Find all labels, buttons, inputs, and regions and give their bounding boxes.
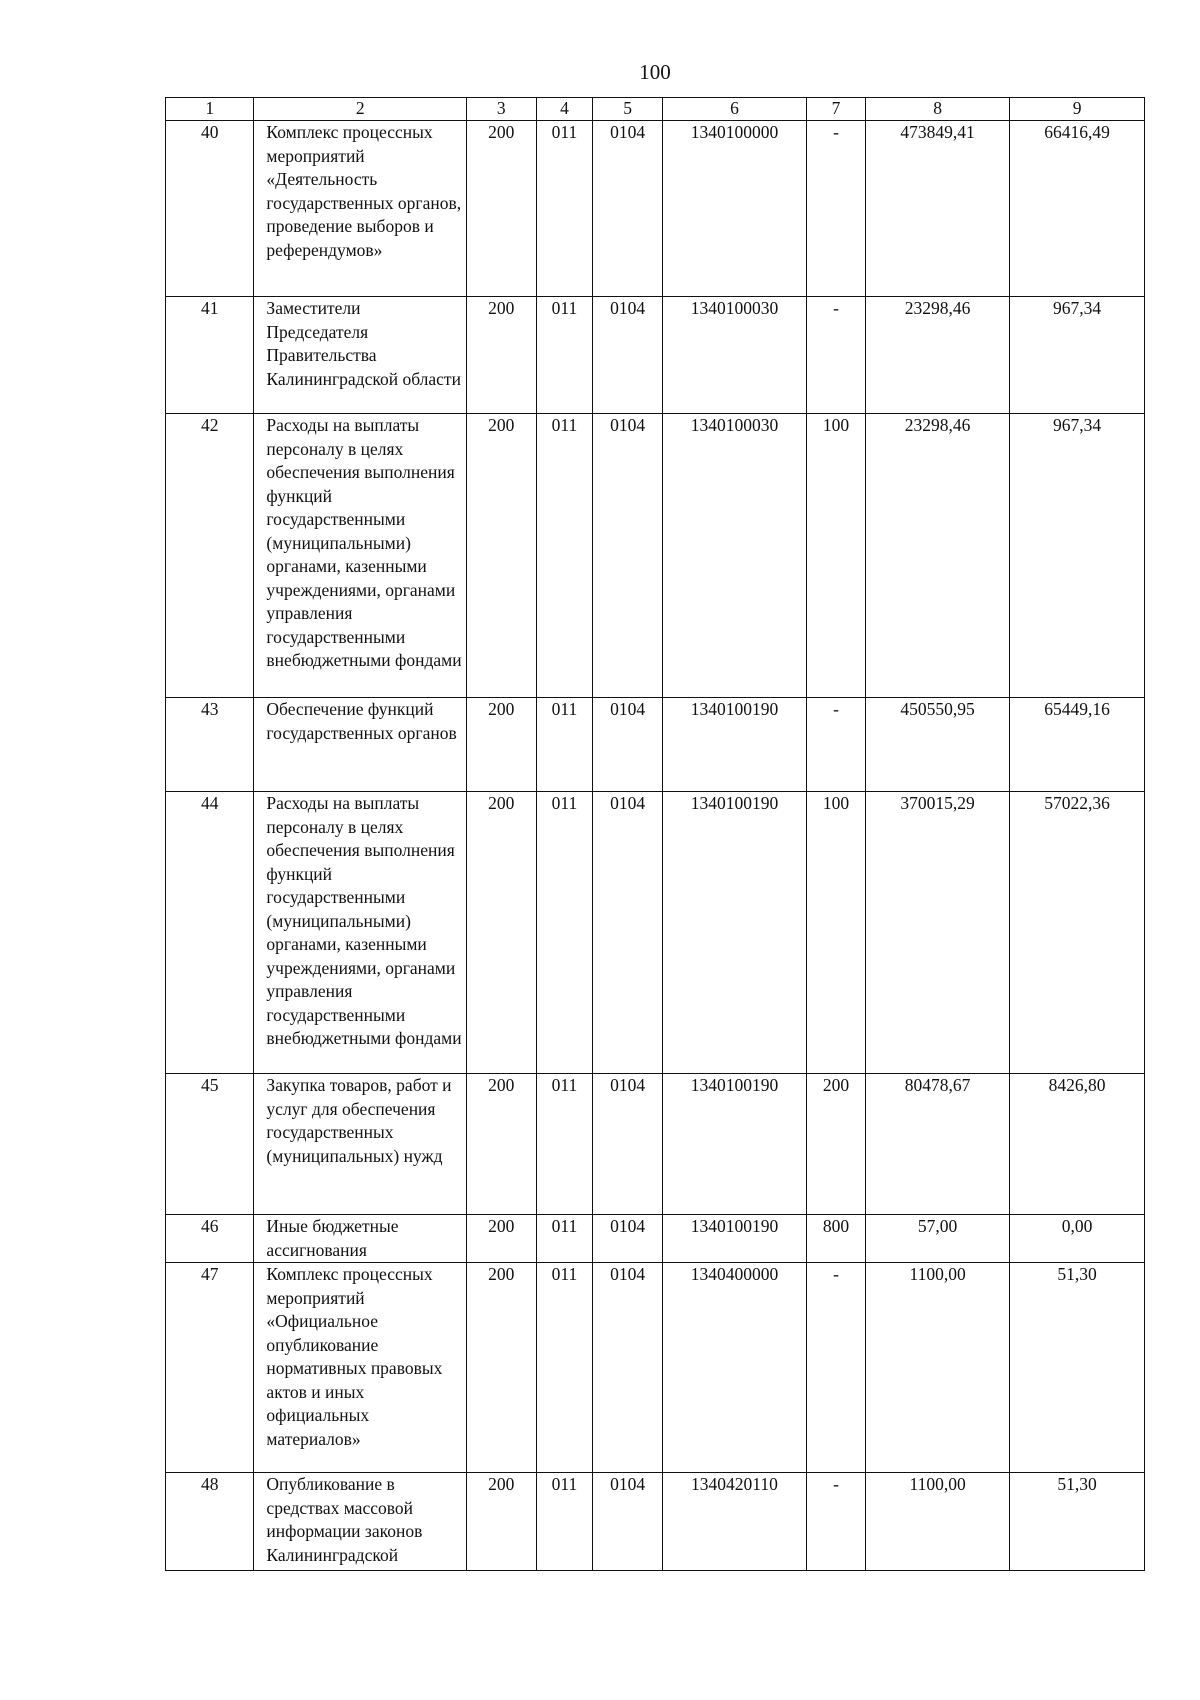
expense-type-code: 100 <box>807 414 866 698</box>
amount-col-8: 370015,29 <box>865 792 1009 1074</box>
row-name: Закупка товаров, работ и услуг для обеспечения государственных (муниципальных) нужд <box>254 1074 467 1215</box>
amount-col-9: 65449,16 <box>1010 698 1145 792</box>
header-col-6: 6 <box>662 98 806 121</box>
row-name: Расходы на выплаты персоналу в целях обеспечения выполнения функций государственными (муниципальными) органами, казенными учреждениями, органами управления государственными внебюджетными фондами <box>254 792 467 1074</box>
header-col-1: 1 <box>166 98 254 121</box>
header-col-3: 3 <box>467 98 536 121</box>
expense-type-code: 800 <box>807 1215 866 1263</box>
amount-col-9: 51,30 <box>1010 1263 1145 1473</box>
amount-col-9: 967,34 <box>1010 414 1145 698</box>
row-name: Комплекс процессных мероприятий «Деятельность государственных органов, проведение выборов и референдумов» <box>254 121 467 297</box>
expense-type-code: - <box>807 1263 866 1473</box>
ministry-code: 200 <box>467 1215 536 1263</box>
header-col-5: 5 <box>593 98 662 121</box>
subsection-code: 0104 <box>593 792 662 1074</box>
page-number: 100 <box>639 60 671 84</box>
target-article-code: 1340100190 <box>662 792 806 1074</box>
row-number: 47 <box>166 1263 254 1473</box>
table-row <box>166 414 1145 698</box>
header-col-2: 2 <box>254 98 467 121</box>
expense-type-code: - <box>807 698 866 792</box>
amount-col-8: 80478,67 <box>865 1074 1009 1215</box>
expense-type-code: 100 <box>807 792 866 1074</box>
target-article-code: 1340100190 <box>662 1074 806 1215</box>
row-name: Расходы на выплаты персоналу в целях обеспечения выполнения функций государственными (муниципальными) органами, казенными учреждениями, органами управления государственными внебюджетными фондами <box>254 414 467 698</box>
table-row <box>166 1215 1145 1263</box>
row-number: 48 <box>166 1473 254 1571</box>
expense-type-code: 200 <box>807 1074 866 1215</box>
amount-col-9: 0,00 <box>1010 1215 1145 1263</box>
row-number: 43 <box>166 698 254 792</box>
table-row <box>166 698 1145 792</box>
header-col-8: 8 <box>865 98 1009 121</box>
amount-col-8: 1100,00 <box>865 1473 1009 1571</box>
amount-col-8: 450550,95 <box>865 698 1009 792</box>
target-article-code: 1340100190 <box>662 1215 806 1263</box>
subsection-code: 0104 <box>593 1473 662 1571</box>
header-row <box>166 98 1145 121</box>
table-row <box>166 792 1145 1074</box>
amount-col-8: 23298,46 <box>865 297 1009 414</box>
table-row <box>166 297 1145 414</box>
target-article-code: 1340100190 <box>662 698 806 792</box>
section-code: 011 <box>536 1473 593 1571</box>
section-code: 011 <box>536 1263 593 1473</box>
ministry-code: 200 <box>467 121 536 297</box>
table-row <box>166 121 1145 297</box>
budget-table <box>165 97 1145 1571</box>
expense-type-code: - <box>807 121 866 297</box>
row-name: Комплекс процессных мероприятий «Официальное опубликование нормативных правовых актов и иных официальных материалов» <box>254 1263 467 1473</box>
row-name: Обеспечение функций государственных органов <box>254 698 467 792</box>
amount-col-9: 51,30 <box>1010 1473 1145 1571</box>
amount-col-8: 1100,00 <box>865 1263 1009 1473</box>
ministry-code: 200 <box>467 414 536 698</box>
ministry-code: 200 <box>467 1473 536 1571</box>
row-name: Заместители Председателя Правительства Калининградской области <box>254 297 467 414</box>
section-code: 011 <box>536 414 593 698</box>
amount-col-8: 57,00 <box>865 1215 1009 1263</box>
subsection-code: 0104 <box>593 297 662 414</box>
target-article-code: 1340100030 <box>662 297 806 414</box>
section-code: 011 <box>536 792 593 1074</box>
row-name: Иные бюджетные ассигнования <box>254 1215 467 1263</box>
row-number: 45 <box>166 1074 254 1215</box>
target-article-code: 1340400000 <box>662 1263 806 1473</box>
target-article-code: 1340100030 <box>662 414 806 698</box>
ministry-code: 200 <box>467 698 536 792</box>
header-col-4: 4 <box>536 98 593 121</box>
subsection-code: 0104 <box>593 414 662 698</box>
section-code: 011 <box>536 297 593 414</box>
section-code: 011 <box>536 1215 593 1263</box>
section-code: 011 <box>536 1074 593 1215</box>
section-code: 011 <box>536 121 593 297</box>
table-row <box>166 1074 1145 1215</box>
amount-col-9: 57022,36 <box>1010 792 1145 1074</box>
subsection-code: 0104 <box>593 1215 662 1263</box>
amount-col-9: 967,34 <box>1010 297 1145 414</box>
ministry-code: 200 <box>467 1263 536 1473</box>
amount-col-8: 23298,46 <box>865 414 1009 698</box>
row-name: Опубликование в средствах массовой информации законов Калининградской <box>254 1473 467 1571</box>
section-code: 011 <box>536 698 593 792</box>
target-article-code: 1340420110 <box>662 1473 806 1571</box>
header-col-9: 9 <box>1010 98 1145 121</box>
ministry-code: 200 <box>467 792 536 1074</box>
row-number: 42 <box>166 414 254 698</box>
subsection-code: 0104 <box>593 1074 662 1215</box>
row-number: 41 <box>166 297 254 414</box>
expense-type-code: - <box>807 1473 866 1571</box>
subsection-code: 0104 <box>593 1263 662 1473</box>
amount-col-9: 8426,80 <box>1010 1074 1145 1215</box>
table-row <box>166 1263 1145 1473</box>
header-col-7: 7 <box>807 98 866 121</box>
table-row <box>166 1473 1145 1571</box>
row-number: 44 <box>166 792 254 1074</box>
amount-col-9: 66416,49 <box>1010 121 1145 297</box>
ministry-code: 200 <box>467 1074 536 1215</box>
row-number: 40 <box>166 121 254 297</box>
amount-col-8: 473849,41 <box>865 121 1009 297</box>
row-number: 46 <box>166 1215 254 1263</box>
subsection-code: 0104 <box>593 121 662 297</box>
target-article-code: 1340100000 <box>662 121 806 297</box>
expense-type-code: - <box>807 297 866 414</box>
ministry-code: 200 <box>467 297 536 414</box>
subsection-code: 0104 <box>593 698 662 792</box>
